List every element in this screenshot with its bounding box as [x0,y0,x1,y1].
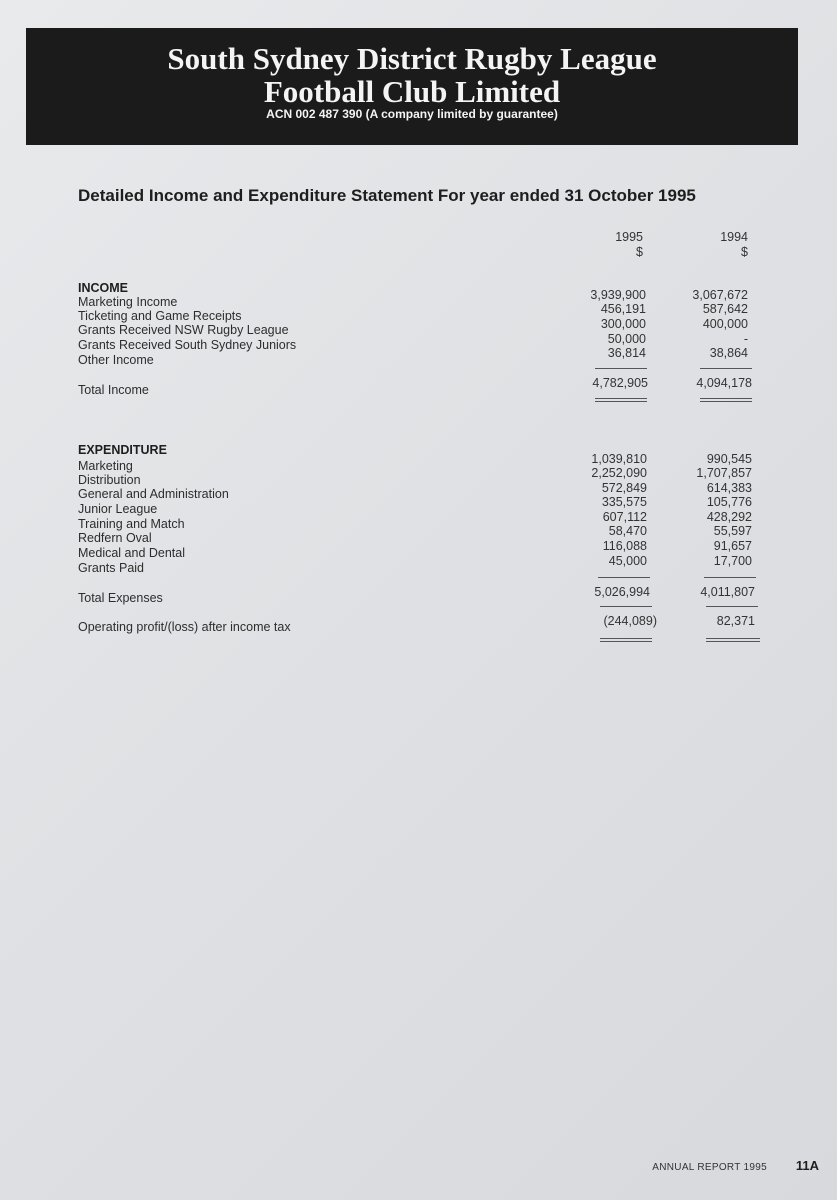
statement-title: Detailed Income and Expenditure Statement For year ended 31 October 1995 [78,186,696,205]
operating-result-1995: (244,089) [603,614,657,628]
income-row-label: Grants Received South Sydney Juniors [78,338,297,352]
unit-1995-header: $ [636,245,643,259]
expense-row-label: Junior League [78,502,158,516]
unit-1994-header: $ [741,245,748,259]
income-row-1994: 38,864 [709,346,748,360]
expense-row-1995: 116,088 [602,539,647,553]
total-double-rule [700,398,752,402]
income-row-1994: 3,067,672 [692,288,748,302]
title-banner [26,28,798,145]
expense-row-1995: 2,252,090 [591,466,647,480]
expense-row-1995: 45,000 [608,554,647,568]
income-row-1995: 456,191 [600,302,646,316]
total-double-rule [706,638,760,642]
subtotal-rule [704,577,756,578]
operating-result-1994: 82,371 [716,614,755,628]
club-name-line1: South Sydney District Rugby League [167,41,657,76]
income-row-1994: 400,000 [702,317,748,331]
subtotal-rule [700,368,752,369]
expense-row-label: Grants Paid [78,561,145,575]
expense-row-1994: 91,657 [713,539,752,553]
expense-row-1995: 607,112 [602,510,647,524]
income-row-label: Grants Received NSW Rugby League [78,323,289,337]
total-income-label: Total Income [78,383,149,397]
subtotal-rule [600,606,652,607]
expense-row-label: General and Administration [78,487,229,501]
total-expenses-1994: 4,011,807 [700,585,755,599]
expense-row-1995: 58,470 [608,524,647,538]
year-1994-header: 1994 [720,230,748,244]
acn-line: ACN 002 487 390 (A company limited by guarantee) [266,107,558,121]
expense-row-1994: 17,700 [713,554,752,568]
expense-row-1995: 572,849 [601,481,647,495]
expense-row-1994: 990,545 [706,452,752,466]
expense-row-label: Training and Match [78,517,185,531]
income-row-label: Other Income [78,353,154,367]
expense-row-1994: 55,597 [713,524,752,538]
income-row-1994: 587,642 [702,302,748,316]
expense-row-1994: 105,776 [706,495,752,509]
income-row-1995: 36,814 [607,346,646,360]
expense-row-label: Marketing [78,459,133,473]
total-expenses-1995: 5,026,994 [594,585,650,599]
income-heading: INCOME [78,281,128,295]
income-row-1995: 300,000 [600,317,646,331]
expense-row-1995: 1,039,810 [591,452,647,466]
total-expenses-label: Total Expenses [78,591,163,605]
expense-row-label: Distribution [78,473,141,487]
operating-result-label: Operating profit/(loss) after income tax [78,620,291,634]
subtotal-rule [595,368,647,369]
subtotal-rule [706,606,758,607]
income-row-label: Ticketing and Game Receipts [78,309,242,323]
income-row-1994: - [743,332,748,346]
page-number: 11A [795,1158,819,1173]
income-row-1995: 3,939,900 [590,288,646,302]
total-income-1994: 4,094,178 [696,376,752,390]
income-row-label: Marketing Income [78,295,178,309]
expense-row-1994: 428,292 [706,510,752,524]
expense-row-label: Medical and Dental [78,546,186,560]
income-row-1995: 50,000 [607,332,646,346]
expense-row-1995: 335,575 [601,495,647,509]
expenditure-heading: EXPENDITURE [78,443,167,457]
report-footer: ANNUAL REPORT 1995 [652,1162,767,1173]
expense-row-1994: 1,707,857 [696,466,752,480]
total-double-rule [595,398,647,402]
expense-row-label: Redfern Oval [78,531,152,545]
year-1995-header: 1995 [615,230,643,244]
club-name-line2: Football Club Limited [263,74,561,109]
subtotal-rule [598,577,650,578]
expense-row-1994: 614,383 [706,481,752,495]
total-income-1995: 4,782,905 [592,376,648,390]
total-double-rule [600,638,652,642]
